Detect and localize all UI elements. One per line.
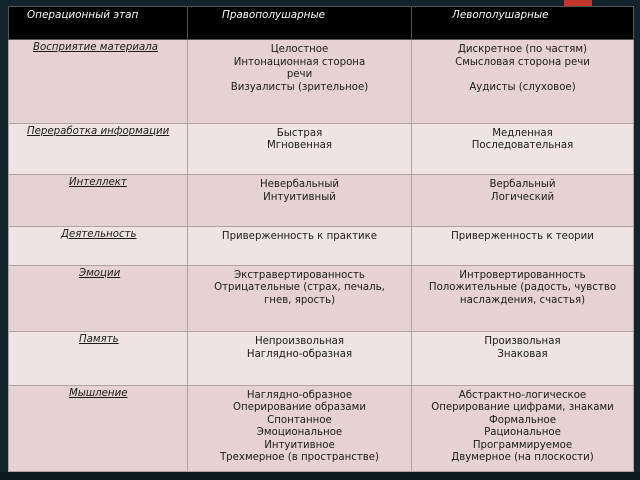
left-hemisphere-cell — [412, 332, 634, 386]
left-hemisphere-line: наслаждения, счастья) — [459, 294, 586, 306]
left-hemisphere-line: Вербальный — [489, 179, 556, 191]
right-hemisphere-line: Интуитивный — [263, 191, 336, 203]
header-stage-label: Операционный этап — [27, 9, 139, 21]
left-hemisphere-line: Рациональное — [484, 427, 561, 439]
right-hemisphere-cell — [188, 332, 412, 386]
right-hemisphere-cell — [188, 265, 412, 332]
right-hemisphere-line: Невербальный — [259, 179, 340, 191]
stage-cell — [9, 265, 188, 332]
right-hemisphere-cell — [188, 385, 412, 471]
stage-cell — [9, 123, 188, 175]
stage-cell — [9, 332, 188, 386]
right-hemisphere-line: Быстрая — [276, 127, 323, 139]
stage-label: Восприятие материала — [33, 42, 158, 53]
left-hemisphere-line: Приверженность к теории — [451, 230, 594, 242]
header-stage — [9, 7, 188, 40]
stage-label: Интеллект — [69, 177, 127, 189]
header-right-hemisphere — [188, 7, 412, 40]
left-hemisphere-cell — [412, 40, 634, 124]
left-hemisphere-line: Абстрактно-логическое — [458, 389, 587, 401]
right-hemisphere-line: Целостное — [270, 44, 329, 55]
right-hemisphere-line: Трехмерное (в пространстве) — [219, 452, 380, 464]
table-row — [9, 40, 634, 124]
right-hemisphere-cell — [188, 40, 412, 124]
table-row — [9, 226, 634, 265]
left-hemisphere-line: Оперирование цифрами, знаками — [431, 402, 614, 414]
left-hemisphere-line: Медленная — [492, 127, 553, 139]
left-hemisphere-cell — [412, 175, 634, 227]
left-hemisphere-line: Произвольная — [484, 336, 561, 348]
right-hemisphere-cell — [188, 226, 412, 265]
left-hemisphere-line: Программируемое — [472, 439, 573, 451]
left-hemisphere-cell — [412, 265, 634, 332]
right-hemisphere-line: Интонационная сторона — [233, 56, 366, 68]
table-row — [9, 332, 634, 386]
table-row — [9, 175, 634, 227]
stage-cell — [9, 385, 188, 471]
right-hemisphere-line: Оперирование образами — [233, 402, 366, 414]
left-hemisphere-line: Логический — [490, 191, 555, 203]
right-hemisphere-line: Непроизвольная — [254, 336, 345, 348]
right-hemisphere-cell — [188, 123, 412, 175]
stage-label: Переработка информации — [27, 125, 170, 137]
stage-label: Эмоции — [79, 267, 121, 279]
right-hemisphere-line: Спонтанное — [267, 414, 332, 426]
left-hemisphere-cell — [412, 226, 634, 265]
left-hemisphere-cell — [412, 385, 634, 471]
right-hemisphere-cell — [188, 175, 412, 227]
left-hemisphere-line: Дискретное (по частям) — [457, 44, 588, 55]
left-hemisphere-line: Положительные (радость, чувство — [428, 282, 617, 294]
left-hemisphere-line: Формальное — [488, 414, 557, 426]
stage-label: Мышление — [69, 387, 128, 399]
left-hemisphere-line: Знаковая — [497, 348, 548, 360]
bottom-strip — [0, 472, 640, 480]
left-hemisphere-line: Смысловая сторона речи — [455, 56, 590, 68]
right-hemisphere-line: речи — [286, 69, 313, 80]
left-hemisphere-line: Двумерное (на плоскости) — [451, 452, 594, 464]
stage-cell — [9, 226, 188, 265]
left-hemisphere-line: Аудисты (слуховое) — [469, 81, 576, 93]
right-hemisphere-line: Интуитивное — [264, 439, 335, 451]
right-hemisphere-line: Приверженность к практике — [221, 230, 378, 242]
table-row — [9, 385, 634, 471]
right-hemisphere-line: Мгновенная — [266, 140, 332, 152]
left-hemisphere-cell — [412, 123, 634, 175]
table-row — [9, 265, 634, 332]
stage-cell — [9, 175, 188, 227]
stage-label: Деятельность — [61, 228, 137, 240]
header-right-label: Правополушарные — [222, 9, 326, 21]
right-hemisphere-line: Наглядно-образная — [246, 348, 353, 360]
stage-label: Память — [79, 334, 119, 346]
right-hemisphere-line: Отрицательные (страх, печаль, — [214, 282, 385, 294]
left-hemisphere-line: Интровертированность — [459, 269, 586, 281]
left-hemisphere-line: Последовательная — [471, 140, 574, 152]
right-hemisphere-line: Визуалисты (зрительное) — [230, 81, 369, 93]
header-left-label: Левополушарные — [452, 9, 549, 21]
stage-cell — [9, 40, 188, 124]
right-hemisphere-line: Экстравертированность — [234, 269, 365, 281]
right-hemisphere-line: Наглядно-образное — [246, 389, 353, 401]
hemisphere-comparison-table — [8, 6, 634, 472]
header-left-hemisphere — [412, 7, 634, 40]
right-hemisphere-line: гнев, ярость) — [263, 294, 336, 306]
table-row — [9, 123, 634, 175]
right-hemisphere-line: Эмоциональное — [256, 427, 343, 439]
header-row — [9, 7, 634, 40]
left-hemisphere-line — [412, 69, 633, 82]
